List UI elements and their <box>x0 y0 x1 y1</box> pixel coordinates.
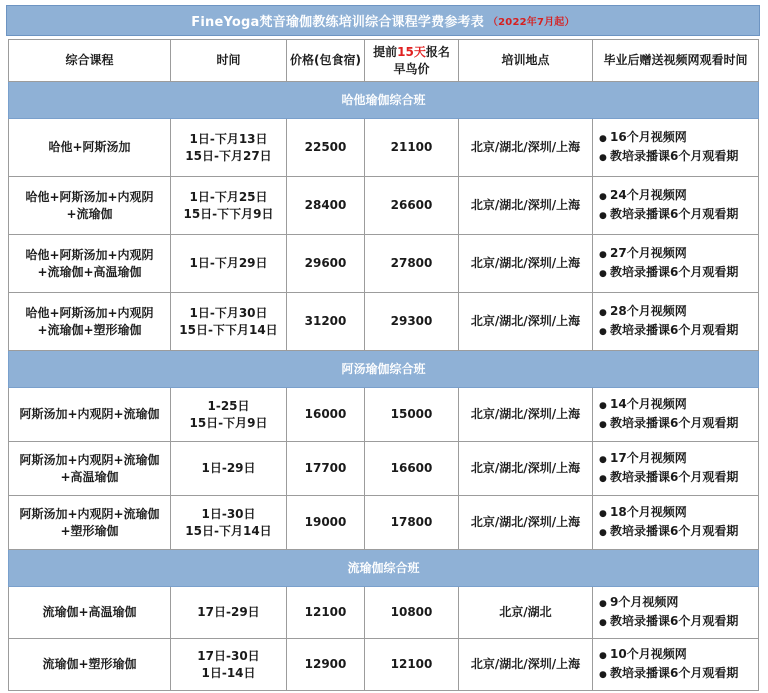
cell-course <box>9 442 171 496</box>
perk-item: ● 教培录播课6个月观看期 <box>599 264 756 283</box>
course-line: 阿斯汤加+内观阴+流瑜伽 <box>19 452 160 467</box>
cell-location: 北京/湖北/深圳/上海 <box>459 119 593 177</box>
cell-course <box>9 293 171 351</box>
time-line: 1日-下月25日 <box>189 189 268 204</box>
perk-item: ● 教培录播课6个月观看期 <box>599 206 756 225</box>
time-line: 15日-下月27日 <box>185 148 272 163</box>
cell-time <box>171 496 287 550</box>
course-line: 哈他+阿斯汤加+内观阴 <box>25 189 154 204</box>
perk-item: ● 教培录播课6个月观看期 <box>599 415 756 434</box>
table-row <box>9 639 759 691</box>
perk-item: ● 14个月视频网 <box>599 396 756 415</box>
time-line: 15日-下月14日 <box>185 523 272 538</box>
cell-early-price: 15000 <box>365 388 459 442</box>
cell-time <box>171 119 287 177</box>
time-line: 17日-29日 <box>197 605 260 619</box>
perk-item: ● 教培录播课6个月观看期 <box>599 665 756 684</box>
section-title: 流瑜伽综合班 <box>9 550 759 587</box>
cell-price: 19000 <box>287 496 365 550</box>
cell-price: 31200 <box>287 293 365 351</box>
course-line: +塑形瑜伽 <box>60 523 119 538</box>
perk-item: ● 27个月视频网 <box>599 245 756 264</box>
time-line: 1日-29日 <box>201 461 256 475</box>
title-main: FineYoga梵音瑜伽教练培训综合课程学费参考表 <box>191 15 484 30</box>
cell-location: 北京/湖北/深圳/上海 <box>459 442 593 496</box>
course-line: +高温瑜伽 <box>60 469 119 484</box>
cell-location: 北京/湖北/深圳/上海 <box>459 293 593 351</box>
time-line: 15日-下下月14日 <box>179 322 278 337</box>
cell-early-price: 12100 <box>365 639 459 691</box>
course-line: 哈他+阿斯汤加 <box>48 140 131 154</box>
table-row <box>9 587 759 639</box>
header-row <box>9 40 759 82</box>
cell-early-price: 16600 <box>365 442 459 496</box>
cell-time <box>171 235 287 293</box>
course-line: +流瑜伽 <box>66 206 113 221</box>
table-row <box>9 119 759 177</box>
page-title <box>6 5 760 36</box>
section-row <box>9 82 759 119</box>
section-title: 哈他瑜伽综合班 <box>9 82 759 119</box>
time-line: 17日-30日 <box>197 648 260 663</box>
perk-item: ● 教培录播课6个月观看期 <box>599 469 756 488</box>
header-location: 培训地点 <box>459 40 593 82</box>
cell-price: 22500 <box>287 119 365 177</box>
header-early-days: 15天 <box>397 44 426 59</box>
cell-price: 12900 <box>287 639 365 691</box>
cell-perks <box>593 235 759 293</box>
perk-item: ● 16个月视频网 <box>599 129 756 148</box>
cell-time <box>171 639 287 691</box>
cell-location: 北京/湖北/深圳/上海 <box>459 388 593 442</box>
cell-early-price: 27800 <box>365 235 459 293</box>
perk-item: ● 24个月视频网 <box>599 187 756 206</box>
cell-price: 17700 <box>287 442 365 496</box>
cell-time <box>171 388 287 442</box>
table-row <box>9 496 759 550</box>
time-line: 15日-下月9日 <box>189 415 268 430</box>
perk-item: ● 28个月视频网 <box>599 303 756 322</box>
cell-early-price: 26600 <box>365 177 459 235</box>
header-early-pre: 提前 <box>373 44 398 59</box>
cell-price: 16000 <box>287 388 365 442</box>
cell-course <box>9 587 171 639</box>
cell-course <box>9 496 171 550</box>
perk-item: ● 9个月视频网 <box>599 594 756 613</box>
perk-item: ● 教培录播课6个月观看期 <box>599 148 756 167</box>
cell-perks <box>593 177 759 235</box>
cell-perks <box>593 119 759 177</box>
header-course: 综合课程 <box>9 40 171 82</box>
cell-price: 29600 <box>287 235 365 293</box>
course-line: 哈他+阿斯汤加+内观阴 <box>25 247 154 262</box>
section-row <box>9 550 759 587</box>
cell-course <box>9 639 171 691</box>
header-early-post: 报名 <box>425 44 450 59</box>
header-early-line2: 早鸟价 <box>393 61 430 76</box>
perk-item: ● 教培录播课6个月观看期 <box>599 523 756 542</box>
time-line: 15日-下下月9日 <box>183 206 274 221</box>
perk-item: ● 教培录播课6个月观看期 <box>599 322 756 341</box>
cell-course <box>9 235 171 293</box>
section-row <box>9 351 759 388</box>
cell-time <box>171 293 287 351</box>
cell-time <box>171 587 287 639</box>
cell-time <box>171 442 287 496</box>
cell-course <box>9 388 171 442</box>
cell-perks <box>593 388 759 442</box>
cell-price: 12100 <box>287 587 365 639</box>
cell-early-price: 29300 <box>365 293 459 351</box>
cell-course <box>9 119 171 177</box>
table-row <box>9 442 759 496</box>
cell-perks <box>593 639 759 691</box>
table-row <box>9 235 759 293</box>
table-row <box>9 293 759 351</box>
course-line: 阿斯汤加+内观阴+流瑜伽 <box>19 506 160 521</box>
cell-location: 北京/湖北/深圳/上海 <box>459 496 593 550</box>
fee-table <box>8 39 759 691</box>
course-line: 流瑜伽+塑形瑜伽 <box>42 657 137 671</box>
header-price: 价格(包食宿) <box>287 40 365 82</box>
perk-item: ● 18个月视频网 <box>599 504 756 523</box>
cell-price: 28400 <box>287 177 365 235</box>
course-line: 哈他+阿斯汤加+内观阴 <box>25 305 154 320</box>
time-line: 1日-下月30日 <box>189 305 268 320</box>
cell-perks <box>593 587 759 639</box>
cell-location: 北京/湖北/深圳/上海 <box>459 639 593 691</box>
header-early <box>365 40 459 82</box>
table-row <box>9 388 759 442</box>
cell-early-price: 17800 <box>365 496 459 550</box>
header-time: 时间 <box>171 40 287 82</box>
course-line: 流瑜伽+高温瑜伽 <box>42 605 137 619</box>
perk-item: ● 17个月视频网 <box>599 450 756 469</box>
title-date: （2022年7月起） <box>487 17 575 28</box>
time-line: 1日-下月29日 <box>189 256 268 270</box>
course-line: 阿斯汤加+内观阴+流瑜伽 <box>19 407 160 421</box>
cell-location: 北京/湖北 <box>459 587 593 639</box>
time-line: 1-25日 <box>207 398 250 413</box>
cell-perks <box>593 496 759 550</box>
section-title: 阿汤瑜伽综合班 <box>9 351 759 388</box>
time-line: 1日-30日 <box>201 506 256 521</box>
cell-course <box>9 177 171 235</box>
header-perks: 毕业后赠送视频网观看时间 <box>593 40 759 82</box>
cell-perks <box>593 293 759 351</box>
cell-location: 北京/湖北/深圳/上海 <box>459 235 593 293</box>
time-line: 1日-下月13日 <box>189 131 268 146</box>
table-body <box>9 82 759 691</box>
course-line: +流瑜伽+塑形瑜伽 <box>37 322 142 337</box>
time-line: 1日-14日 <box>201 665 256 680</box>
cell-location: 北京/湖北/深圳/上海 <box>459 177 593 235</box>
course-line: +流瑜伽+高温瑜伽 <box>37 264 142 279</box>
perk-item: ● 10个月视频网 <box>599 646 756 665</box>
cell-early-price: 21100 <box>365 119 459 177</box>
table-row <box>9 177 759 235</box>
cell-time <box>171 177 287 235</box>
cell-early-price: 10800 <box>365 587 459 639</box>
cell-perks <box>593 442 759 496</box>
perk-item: ● 教培录播课6个月观看期 <box>599 613 756 632</box>
